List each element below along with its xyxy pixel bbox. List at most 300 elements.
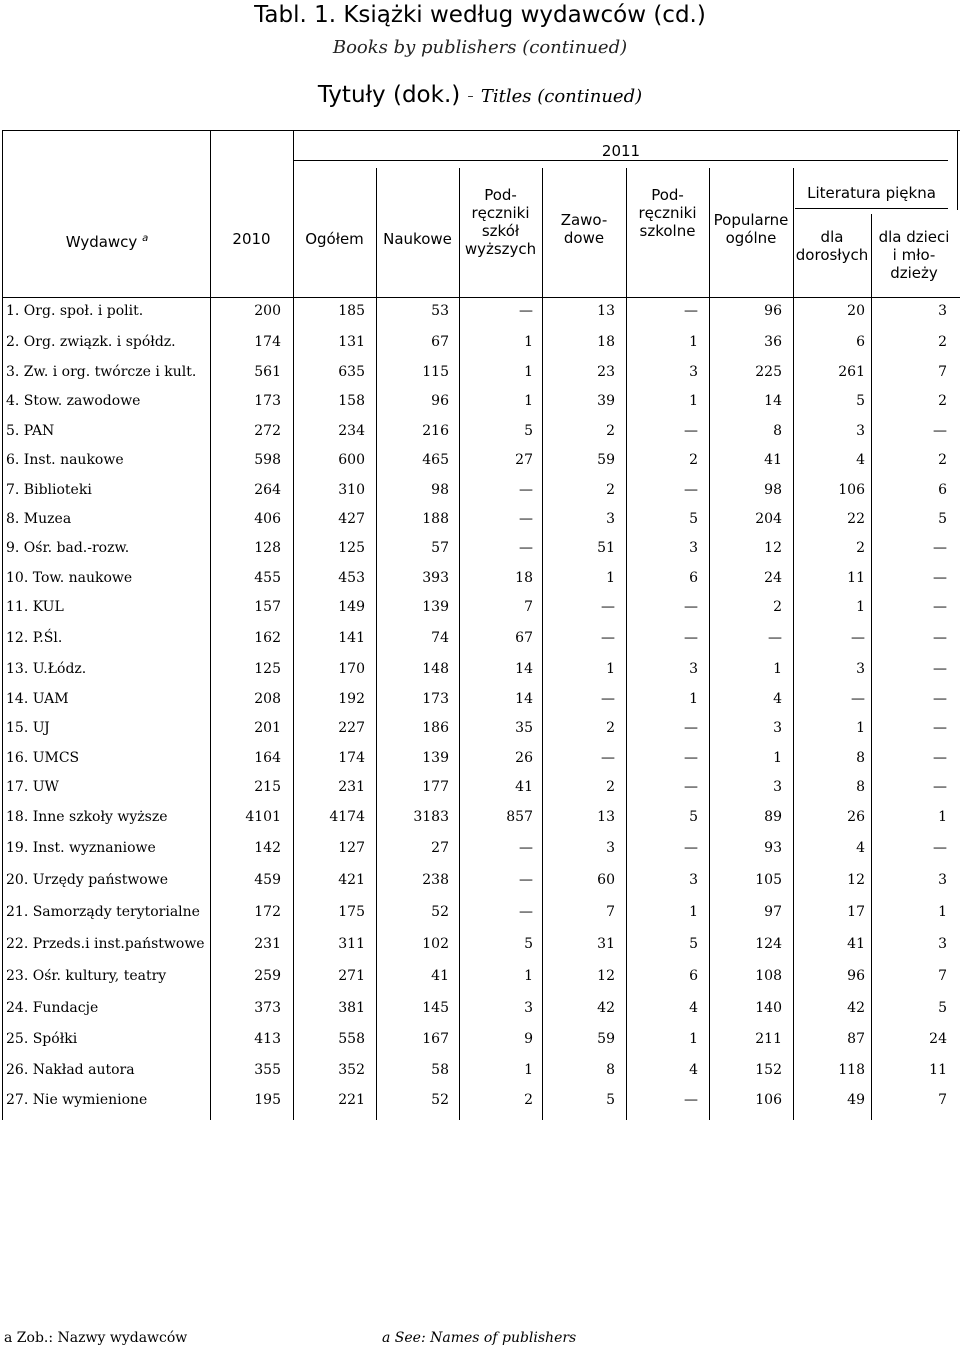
table-cell: 598 [254, 452, 281, 468]
table-cell: 174 [338, 750, 365, 766]
table-row [0, 452, 960, 472]
table-cell: 2 [606, 779, 615, 795]
table-cell: 41 [431, 968, 449, 984]
table-cell: 352 [338, 1062, 365, 1078]
row-label: 5. PAN [6, 423, 55, 439]
table-cell: — [851, 630, 865, 646]
table-cell: 118 [838, 1062, 865, 1078]
table-cell: 49 [847, 1092, 865, 1108]
row-label: 27. Nie wymienione [6, 1092, 148, 1108]
header-line: ogólne [725, 229, 777, 247]
row-label: 17. UW [6, 779, 59, 795]
table-cell: 31 [597, 936, 615, 952]
subtitle-separator: – [467, 89, 474, 103]
row-label: 15. UJ [6, 720, 50, 736]
year-group-rule [293, 160, 948, 161]
subtitle-english: Titles (continued) [480, 86, 643, 107]
table-cell: — [933, 840, 947, 856]
table-cell: 1 [606, 661, 615, 677]
table-cell: 102 [422, 936, 449, 952]
row-label: 1. Org. społ. i polit. [6, 303, 144, 319]
table-cell: 162 [254, 630, 281, 646]
table-cell: 238 [422, 872, 449, 888]
table-row [0, 303, 960, 323]
table-cell: — [601, 750, 615, 766]
table-cell: 5 [606, 1092, 615, 1108]
table-cell: 42 [847, 1000, 865, 1016]
table-cell: 221 [338, 1092, 365, 1108]
table-cell: 271 [338, 968, 365, 984]
table-row [0, 1031, 960, 1051]
table-cell: 1 [773, 750, 782, 766]
table-cell: 20 [847, 303, 865, 319]
col-naukowe-header: Naukowe [383, 230, 452, 248]
table-cell: 857 [506, 809, 533, 825]
table-cell: 145 [422, 1000, 449, 1016]
table-cell: 3 [606, 511, 615, 527]
table-cell: 453 [338, 570, 365, 586]
table-cell: 27 [431, 840, 449, 856]
table-cell: 52 [431, 904, 449, 920]
table-cell: 59 [597, 1031, 615, 1047]
row-label: 14. UAM [6, 691, 69, 707]
table-cell: — [684, 423, 698, 439]
table-cell: 6 [689, 968, 698, 984]
table-cell: 2 [938, 452, 947, 468]
table-cell: — [519, 540, 533, 556]
table-cell: 635 [338, 364, 365, 380]
row-label: 18. Inne szkoły wyższe [6, 809, 168, 825]
table-cell: 8 [606, 1062, 615, 1078]
table-cell: 1 [938, 809, 947, 825]
footnote-english: a See: Names of publishers [382, 1330, 577, 1346]
table-cell: 11 [929, 1062, 947, 1078]
table-cell: 3 [689, 364, 698, 380]
table-cell: 2 [606, 482, 615, 498]
table-cell: 115 [422, 364, 449, 380]
table-cell: 465 [422, 452, 449, 468]
table-row [0, 482, 960, 502]
table-cell: 2 [606, 423, 615, 439]
table-cell: — [519, 511, 533, 527]
table-cell: 9 [524, 1031, 533, 1047]
literatura-group-rule [795, 208, 948, 209]
table-cell: 52 [431, 1092, 449, 1108]
table-cell: 152 [755, 1062, 782, 1078]
table-cell: 5 [938, 511, 947, 527]
table-row [0, 540, 960, 560]
table-cell: 381 [338, 1000, 365, 1016]
table-cell: 406 [254, 511, 281, 527]
table-cell: 1 [524, 968, 533, 984]
table-row [0, 1000, 960, 1020]
row-label: 4. Stow. zawodowe [6, 393, 141, 409]
header-line: Popularne [713, 211, 789, 229]
table-cell: 51 [597, 540, 615, 556]
table-cell: — [684, 779, 698, 795]
col-2010-header: 2010 [232, 230, 271, 248]
table-cell: 8 [773, 423, 782, 439]
table-cell: 3 [689, 540, 698, 556]
table-cell: — [684, 630, 698, 646]
header-line: Pod- [651, 186, 684, 204]
table-cell: 1 [938, 904, 947, 920]
row-label: 8. Muzea [6, 511, 72, 527]
table-cell: 18 [597, 334, 615, 350]
table-cell: — [684, 1092, 698, 1108]
table-row [0, 511, 960, 531]
table-row [0, 661, 960, 681]
table-cell: 201 [254, 720, 281, 736]
table-cell: 1 [689, 691, 698, 707]
table-cell: 158 [338, 393, 365, 409]
table-cell: — [519, 482, 533, 498]
table-cell: 413 [254, 1031, 281, 1047]
table-cell: 2 [606, 720, 615, 736]
table-cell: 3183 [413, 809, 449, 825]
subtitle-main: Tytuły (dok.) [317, 82, 461, 108]
table-cell: 5 [524, 936, 533, 952]
table-cell: 231 [254, 936, 281, 952]
col-ogolem-header: Ogółem [305, 230, 364, 248]
table-cell: 208 [254, 691, 281, 707]
table-title: Tabl. 1. Książki według wydawców (cd.) [254, 2, 706, 28]
header-line: dorosłych [795, 246, 869, 264]
table-cell: 2 [689, 452, 698, 468]
table-row [0, 936, 960, 956]
table-cell: 67 [515, 630, 533, 646]
header-top-rule [2, 130, 960, 131]
table-row [0, 750, 960, 770]
row-label: 3. Zw. i org. twórcze i kult. [6, 364, 197, 380]
table-row [0, 599, 960, 619]
table-cell: — [601, 691, 615, 707]
table-cell: 459 [254, 872, 281, 888]
table-cell: 1 [856, 599, 865, 615]
table-cell: 57 [431, 540, 449, 556]
table-cell: 310 [338, 482, 365, 498]
table-cell: 149 [338, 599, 365, 615]
table-cell: 231 [338, 779, 365, 795]
table-cell: 93 [764, 840, 782, 856]
header-line: Zawo- [560, 211, 608, 229]
table-cell: 98 [764, 482, 782, 498]
table-cell: 18 [515, 570, 533, 586]
header-line: Pod- [484, 186, 517, 204]
table-cell: — [601, 630, 615, 646]
table-cell: 67 [431, 334, 449, 350]
table-cell: 211 [755, 1031, 782, 1047]
table-row [0, 779, 960, 799]
table-cell: 3 [856, 423, 865, 439]
table-cell: 14 [515, 691, 533, 707]
table-cell: 7 [938, 364, 947, 380]
table-cell: 139 [422, 750, 449, 766]
table-cell: 26 [515, 750, 533, 766]
table-right-border [957, 130, 958, 210]
table-cell: 2 [856, 540, 865, 556]
table-row [0, 630, 960, 650]
table-cell: 4 [773, 691, 782, 707]
table-cell: 5 [689, 936, 698, 952]
table-cell: — [933, 661, 947, 677]
table-cell: 185 [338, 303, 365, 319]
table-cell: 3 [938, 872, 947, 888]
table-cell: 24 [764, 570, 782, 586]
table-cell: — [933, 423, 947, 439]
table-cell: 3 [938, 303, 947, 319]
header-line: i mło- [892, 246, 936, 264]
table-row [0, 1092, 960, 1112]
col-dla-doroslych-header [793, 228, 871, 264]
table-cell: 2 [938, 334, 947, 350]
table-cell: — [684, 303, 698, 319]
table-cell: 3 [773, 779, 782, 795]
table-cell: 215 [254, 779, 281, 795]
table-cell: 2 [938, 393, 947, 409]
table-subtitle [0, 82, 960, 108]
table-cell: 164 [254, 750, 281, 766]
col-podr-szkolne-header [626, 186, 709, 240]
table-cell: 173 [422, 691, 449, 707]
table-cell: 3 [856, 661, 865, 677]
table-row [0, 720, 960, 740]
table-cell: — [684, 482, 698, 498]
table-cell: 192 [338, 691, 365, 707]
table-cell: 1 [689, 1031, 698, 1047]
table-cell: 373 [254, 1000, 281, 1016]
header-line: wyższych [464, 240, 537, 258]
table-cell: 5 [689, 511, 698, 527]
table-cell: 12 [847, 872, 865, 888]
table-cell: 1 [856, 720, 865, 736]
row-label: 12. P.Śl. [6, 630, 63, 646]
table-cell: 128 [254, 540, 281, 556]
table-cell: 140 [755, 1000, 782, 1016]
table-cell: 105 [755, 872, 782, 888]
table-cell: 98 [431, 482, 449, 498]
table-cell: 195 [254, 1092, 281, 1108]
table-cell: — [684, 720, 698, 736]
table-cell: 89 [764, 809, 782, 825]
table-cell: 5 [524, 423, 533, 439]
table-cell: 14 [764, 393, 782, 409]
col-popularne-header [709, 211, 793, 247]
table-cell: 106 [755, 1092, 782, 1108]
table-cell: 4 [689, 1062, 698, 1078]
table-cell: 41 [847, 936, 865, 952]
header-line: dowe [563, 229, 605, 247]
table-cell: 53 [431, 303, 449, 319]
table-cell: 6 [856, 334, 865, 350]
table-cell: 3 [689, 661, 698, 677]
table-cell: 125 [338, 540, 365, 556]
table-cell: 234 [338, 423, 365, 439]
row-label: 16. UMCS [6, 750, 80, 766]
row-label: 2. Org. związk. i spółdz. [6, 334, 176, 350]
table-cell: 421 [338, 872, 365, 888]
table-cell: 225 [755, 364, 782, 380]
table-row [0, 968, 960, 988]
table-cell: 131 [338, 334, 365, 350]
table-cell: 264 [254, 482, 281, 498]
table-row [0, 364, 960, 384]
table-cell: 600 [338, 452, 365, 468]
table-cell: — [519, 872, 533, 888]
table-cell: 13 [597, 809, 615, 825]
table-cell: 261 [838, 364, 865, 380]
table-cell: 7 [606, 904, 615, 920]
table-cell: 174 [254, 334, 281, 350]
table-cell: — [684, 840, 698, 856]
table-cell: — [601, 599, 615, 615]
table-cell: 4 [856, 452, 865, 468]
table-cell: 311 [338, 936, 365, 952]
table-cell: 139 [422, 599, 449, 615]
table-cell: 41 [515, 779, 533, 795]
table-row [0, 570, 960, 590]
table-cell: 186 [422, 720, 449, 736]
table-cell: 74 [431, 630, 449, 646]
table-row [0, 334, 960, 354]
table-cell: 167 [422, 1031, 449, 1047]
table-row [0, 1062, 960, 1082]
table-cell: 3 [773, 720, 782, 736]
wydawcy-header [4, 230, 210, 251]
col-dla-dzieci-header [871, 228, 957, 282]
table-cell: 39 [597, 393, 615, 409]
table-cell: — [933, 570, 947, 586]
table-cell: 14 [515, 661, 533, 677]
wydawcy-footnote-marker: a [142, 233, 149, 244]
table-row [0, 809, 960, 829]
table-cell: 96 [847, 968, 865, 984]
table-cell: 4101 [245, 809, 281, 825]
table-cell: 5 [856, 393, 865, 409]
table-cell: 96 [764, 303, 782, 319]
table-cell: 1 [524, 1062, 533, 1078]
table-cell: 7 [938, 968, 947, 984]
table-cell: — [933, 720, 947, 736]
table-cell: — [933, 630, 947, 646]
table-cell: 1 [606, 570, 615, 586]
table-cell: 96 [431, 393, 449, 409]
row-label: 19. Inst. wyznaniowe [6, 840, 156, 856]
header-line: dzieży [890, 264, 938, 282]
table-cell: — [933, 779, 947, 795]
header-line: szkół [481, 222, 520, 240]
table-cell: 12 [597, 968, 615, 984]
header-line: szkolne [639, 222, 696, 240]
table-cell: 3 [938, 936, 947, 952]
row-label: 25. Spółki [6, 1031, 78, 1047]
table-cell: 6 [938, 482, 947, 498]
table-row [0, 872, 960, 892]
table-cell: 3 [524, 1000, 533, 1016]
table-cell: — [519, 904, 533, 920]
table-cell: — [933, 599, 947, 615]
footnote-polish: a Zob.: Nazwy wydawców [4, 1330, 188, 1346]
row-label: 11. KUL [6, 599, 64, 615]
header-line: dla dzieci [878, 228, 950, 246]
table-cell: 1 [524, 393, 533, 409]
table-cell: — [933, 540, 947, 556]
table-cell: 87 [847, 1031, 865, 1047]
row-label: 22. Przeds.i inst.państwowe [6, 936, 205, 952]
table-cell: 355 [254, 1062, 281, 1078]
row-label: 24. Fundacje [6, 1000, 99, 1016]
table-cell: — [519, 840, 533, 856]
table-cell: 200 [254, 303, 281, 319]
table-cell: 58 [431, 1062, 449, 1078]
table-cell: 427 [338, 511, 365, 527]
row-label: 7. Biblioteki [6, 482, 92, 498]
table-cell: — [519, 303, 533, 319]
table-row [0, 423, 960, 443]
table-cell: 2 [524, 1092, 533, 1108]
table-cell: 8 [856, 750, 865, 766]
table-cell: 172 [254, 904, 281, 920]
table-cell: 60 [597, 872, 615, 888]
row-label: 9. Ośr. bad.-rozw. [6, 540, 130, 556]
table-cell: 8 [856, 779, 865, 795]
table-cell: 41 [764, 452, 782, 468]
table-cell: 125 [254, 661, 281, 677]
table-cell: 6 [689, 570, 698, 586]
table-cell: 1 [524, 334, 533, 350]
table-cell: 42 [597, 1000, 615, 1016]
table-cell: — [684, 750, 698, 766]
table-cell: — [851, 691, 865, 707]
table-cell: 1 [689, 393, 698, 409]
table-cell: 22 [847, 511, 865, 527]
header-bottom-rule [2, 297, 960, 298]
table-cell: 204 [755, 511, 782, 527]
table-cell: — [933, 750, 947, 766]
table-cell: 177 [422, 779, 449, 795]
table-cell: 1 [689, 904, 698, 920]
row-label: 6. Inst. naukowe [6, 452, 124, 468]
table-cell: 26 [847, 809, 865, 825]
table-cell: 227 [338, 720, 365, 736]
header-line: ręczniki [638, 204, 697, 222]
wydawcy-label: Wydawcy [65, 233, 138, 251]
table-cell: 11 [847, 570, 865, 586]
table-cell: 12 [764, 540, 782, 556]
table-cell: 27 [515, 452, 533, 468]
table-row [0, 393, 960, 413]
table-cell: 558 [338, 1031, 365, 1047]
table-cell: 24 [929, 1031, 947, 1047]
table-cell: 141 [338, 630, 365, 646]
row-label: 26. Nakład autora [6, 1062, 135, 1078]
table-cell: 175 [338, 904, 365, 920]
table-cell: 59 [597, 452, 615, 468]
table-row [0, 691, 960, 711]
year-group-header: 2011 [601, 142, 641, 160]
row-label: 20. Urzędy państwowe [6, 872, 169, 888]
table-row [0, 840, 960, 860]
header-line: dla [820, 228, 844, 246]
row-label: 21. Samorządy terytorialne [6, 904, 200, 920]
table-cell: 561 [254, 364, 281, 380]
table-cell: — [933, 691, 947, 707]
table-cell: 7 [938, 1092, 947, 1108]
table-cell: 4 [856, 840, 865, 856]
table-cell: — [684, 599, 698, 615]
literatura-group-header: Literatura piękna [807, 184, 936, 202]
table-cell: 216 [422, 423, 449, 439]
